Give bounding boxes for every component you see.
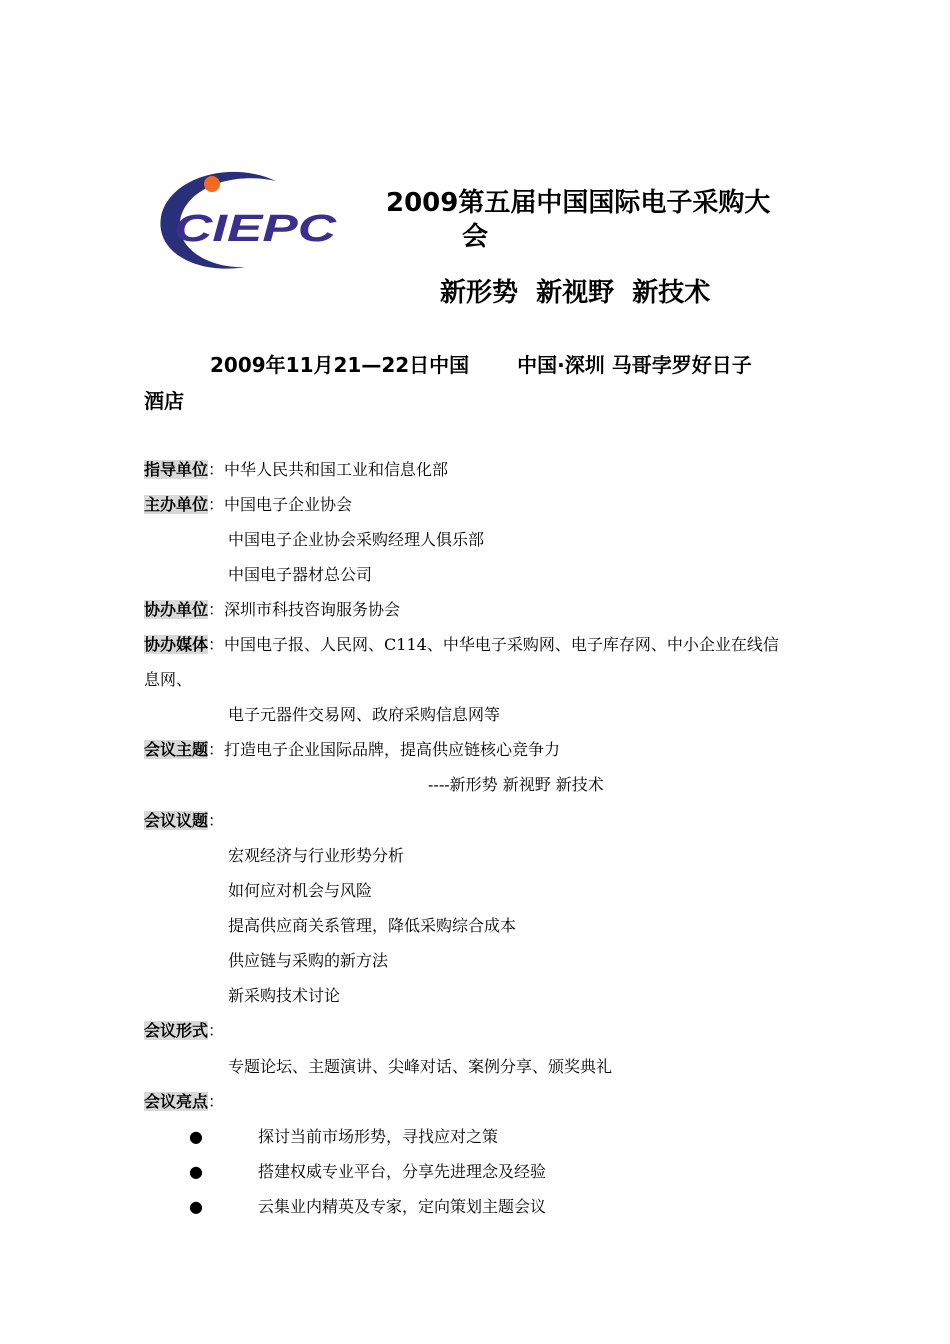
venue-text-cont: 酒店: [144, 389, 184, 413]
co-label: 协办单位: [144, 600, 209, 619]
format-heading: [144, 1020, 224, 1042]
guide-row: [144, 459, 448, 481]
format-value: 专题论坛、主题演讲、尖峰对话、案例分享、颁奖典礼: [228, 1057, 613, 1076]
topic-item: 宏观经济与行业形势分析: [228, 846, 405, 865]
title-line-1: 2009第五届中国国际电子采购大: [386, 188, 771, 218]
colon: ：: [208, 1021, 225, 1040]
bullet-icon: ●: [189, 1127, 203, 1146]
colon: ：: [208, 460, 225, 479]
host-row: [144, 494, 352, 516]
page-subtitle: 新形势 新视野 新技术: [440, 278, 711, 308]
co-value: 深圳市科技咨询服务协会: [224, 600, 401, 619]
topics-heading: [144, 810, 224, 832]
media-line-2: 息网、: [144, 670, 193, 689]
logo-text: CIEPC: [174, 208, 337, 250]
theme-row: [144, 739, 560, 761]
host-label: 主办单位: [144, 495, 209, 514]
host-value-1: 中国电子企业协会: [224, 495, 353, 514]
media-label: 协办媒体: [144, 635, 209, 654]
format-label: 会议形式: [144, 1021, 209, 1040]
highlights-label: 会议亮点: [144, 1092, 209, 1111]
colon: ：: [208, 740, 225, 759]
bullet-icon: ●: [189, 1162, 203, 1181]
co-row: [144, 599, 400, 621]
page-title: [386, 186, 816, 254]
colon: ：: [208, 635, 225, 654]
theme-tagline: ----新形势 新视野 新技术: [428, 775, 604, 794]
guide-label: 指导单位: [144, 460, 209, 479]
topic-item: 如何应对机会与风险: [228, 881, 373, 900]
colon: ：: [208, 495, 225, 514]
media-line-1: 中国电子报、人民网、C114、中华电子采购网、电子库存网、中小企业在线信: [224, 635, 779, 654]
guide-value: 中华人民共和国工业和信息化部: [224, 460, 449, 479]
topics-label: 会议议题: [144, 811, 209, 830]
ciepc-logo: [158, 165, 340, 275]
host-value-3: 中国电子器材总公司: [228, 565, 373, 584]
theme-label: 会议主题: [144, 740, 209, 759]
highlight-item: 云集业内精英及专家，定向策划主题会议: [258, 1197, 547, 1216]
colon: ：: [208, 1092, 225, 1111]
host-value-2: 中国电子企业协会采购经理人俱乐部: [228, 530, 485, 549]
bullet-icon: ●: [189, 1197, 203, 1216]
highlights-heading: [144, 1091, 224, 1113]
colon: ：: [208, 600, 225, 619]
highlight-item: 探讨当前市场形势，寻找应对之策: [258, 1127, 499, 1146]
highlight-item: 搭建权威专业平台，分享先进理念及经验: [258, 1162, 547, 1181]
topic-item: 新采购技术讨论: [228, 986, 341, 1005]
date-venue: [144, 347, 824, 419]
media-line-3: 电子元器件交易网、政府采购信息网等: [228, 705, 501, 724]
title-line-2: 会: [462, 222, 489, 252]
theme-value: 打造电子企业国际品牌，提高供应链核心竞争力: [224, 740, 561, 759]
date-text: 2009年11月21—22日中国: [210, 353, 470, 377]
media-row: [144, 634, 779, 656]
topic-item: 供应链与采购的新方法: [228, 951, 389, 970]
colon: ：: [208, 811, 225, 830]
topic-item: 提高供应商关系管理，降低采购综合成本: [228, 916, 517, 935]
venue-text: 中国·深圳 马哥孛罗好日子: [517, 353, 752, 377]
